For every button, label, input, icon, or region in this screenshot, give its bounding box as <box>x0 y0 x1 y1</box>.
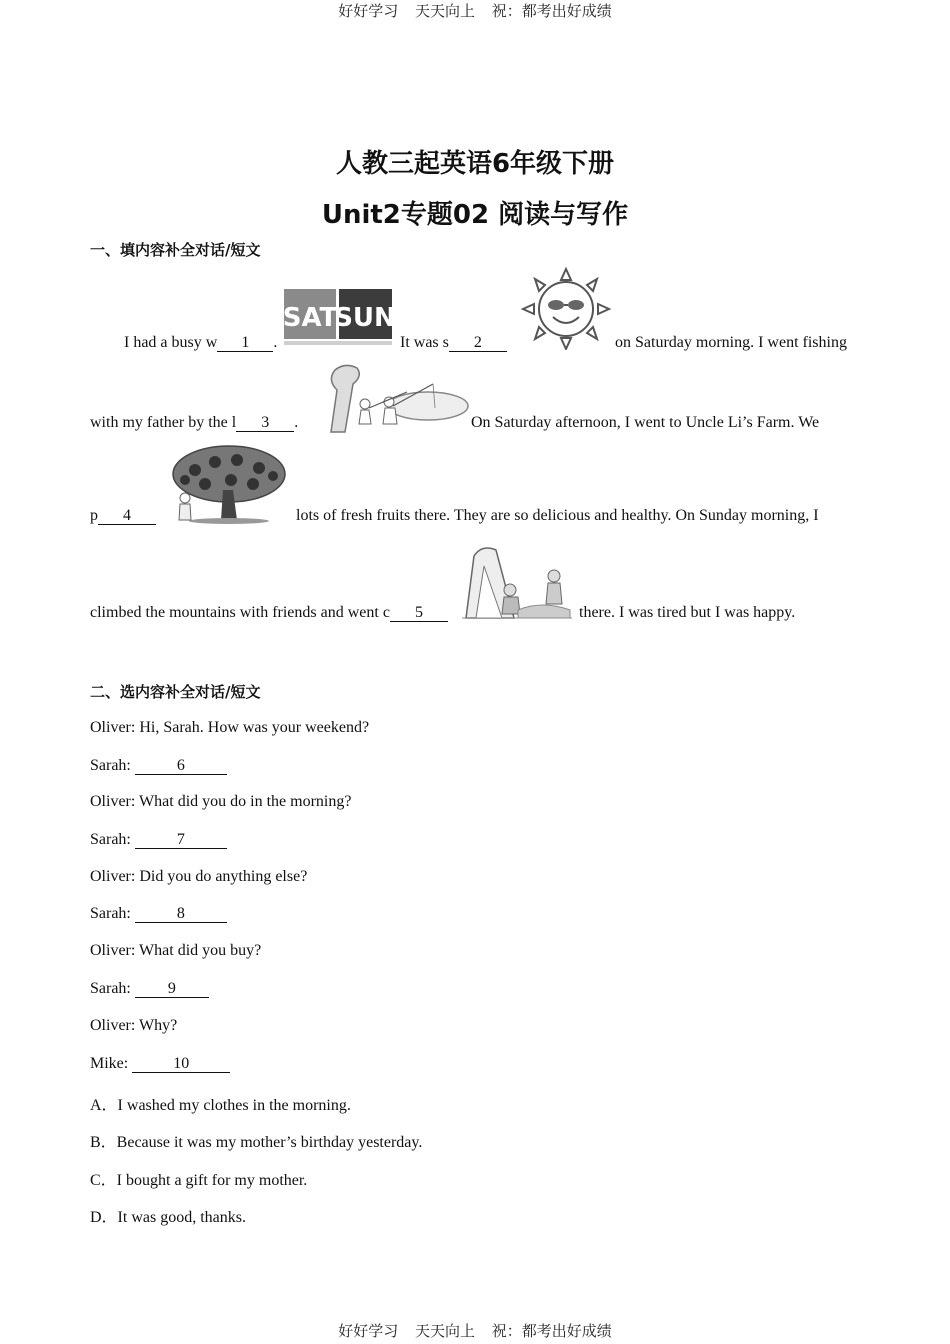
passage-line-4 <box>90 604 448 622</box>
text: . <box>294 414 299 431</box>
blank-6[interactable]: 6 <box>135 758 227 775</box>
speaker: Oliver: <box>90 793 136 810</box>
header-item: 天天向上 <box>414 2 475 20</box>
utterance: Why? <box>139 1017 178 1034</box>
page-title: 人教三起英语6年级下册 <box>335 149 615 179</box>
blank-5[interactable]: 5 <box>390 605 448 622</box>
blank-9[interactable]: 9 <box>135 981 209 998</box>
blank-2[interactable]: 2 <box>449 335 507 352</box>
blank-4[interactable]: 4 <box>98 508 156 525</box>
utterance: Hi, Sarah. How was your weekend? <box>139 719 370 736</box>
dialogue-line <box>90 868 307 886</box>
sun-label: SUN <box>334 303 392 333</box>
page-footer <box>0 1320 950 1341</box>
blank-8[interactable]: 8 <box>135 906 227 923</box>
camping-tent-icon <box>462 544 572 620</box>
page-header <box>0 0 950 21</box>
dialogue-line <box>90 980 209 998</box>
text: p <box>90 507 98 524</box>
passage-line-3b: lots of fresh fruits there. They are so delicious and healthy. On Sunday morning, I <box>296 507 819 524</box>
dialogue-line <box>90 719 369 737</box>
dialogue-line <box>90 1017 177 1035</box>
passage-line-2 <box>90 414 298 432</box>
speaker: Oliver: <box>90 1017 136 1034</box>
speaker: Oliver: <box>90 868 136 885</box>
speaker: Sarah: <box>90 757 131 774</box>
passage-line-3 <box>90 507 156 525</box>
dialogue-line <box>90 831 227 849</box>
option-c: C．I bought a gift for my mother. <box>90 1172 308 1189</box>
speaker: Oliver: <box>90 719 136 736</box>
header-item: 祝：都考出好成绩 <box>491 2 612 20</box>
option-b: B．Because it was my mother’s birthday yesterday. <box>90 1134 423 1151</box>
speaker: Sarah: <box>90 980 131 997</box>
utterance: What did you do in the morning? <box>139 793 352 810</box>
blank-10[interactable]: 10 <box>132 1056 230 1073</box>
passage-line-1c: on Saturday morning. I went fishing <box>615 334 847 351</box>
text: It was s <box>400 334 449 351</box>
option-d: D．It was good, thanks. <box>90 1209 246 1226</box>
footer-item: 天天向上 <box>414 1322 475 1340</box>
text: I had a busy w <box>124 334 218 351</box>
passage-line-1 <box>124 334 277 352</box>
section-heading: 二、选内容补全对话/短文 <box>90 683 261 701</box>
dialogue-line <box>90 793 351 811</box>
text: climbed the mountains with friends and went c <box>90 604 390 621</box>
blank-3[interactable]: 3 <box>236 415 294 432</box>
fishing-lake-icon <box>323 362 471 434</box>
text: . <box>273 334 278 351</box>
passage-line-2b: On Saturday afternoon, I went to Uncle Li’s Farm. We <box>471 414 820 431</box>
page-subtitle: Unit2专题02 阅读与写作 <box>321 200 629 230</box>
speaker: Mike: <box>90 1055 129 1072</box>
utterance: Did you do anything else? <box>139 868 308 885</box>
dialogue-line <box>90 905 227 923</box>
section-heading: 一、填内容补全对话/短文 <box>90 241 261 259</box>
passage-line-1b <box>400 334 507 352</box>
calendar-weekend-icon <box>284 289 392 347</box>
speaker: Sarah: <box>90 831 131 848</box>
sun-icon <box>515 265 617 350</box>
header-item: 好好学习 <box>338 2 399 20</box>
dialogue-line <box>90 757 227 775</box>
blank-1[interactable]: 1 <box>217 335 273 352</box>
text: with my father by the l <box>90 414 237 431</box>
speaker: Sarah: <box>90 905 131 922</box>
dialogue-line <box>90 1055 230 1073</box>
blank-7[interactable]: 7 <box>135 832 227 849</box>
passage-line-4b: there. I was tired but I was happy. <box>579 604 796 621</box>
speaker: Oliver: <box>90 942 136 959</box>
sat-label: SAT <box>284 303 338 333</box>
option-a: A．I washed my clothes in the morning. <box>90 1097 351 1114</box>
utterance: What did you buy? <box>139 942 262 959</box>
fruit-tree-icon <box>165 440 290 525</box>
dialogue-line <box>90 942 261 960</box>
footer-item: 好好学习 <box>338 1322 399 1340</box>
footer-item: 祝：都考出好成绩 <box>491 1322 612 1340</box>
